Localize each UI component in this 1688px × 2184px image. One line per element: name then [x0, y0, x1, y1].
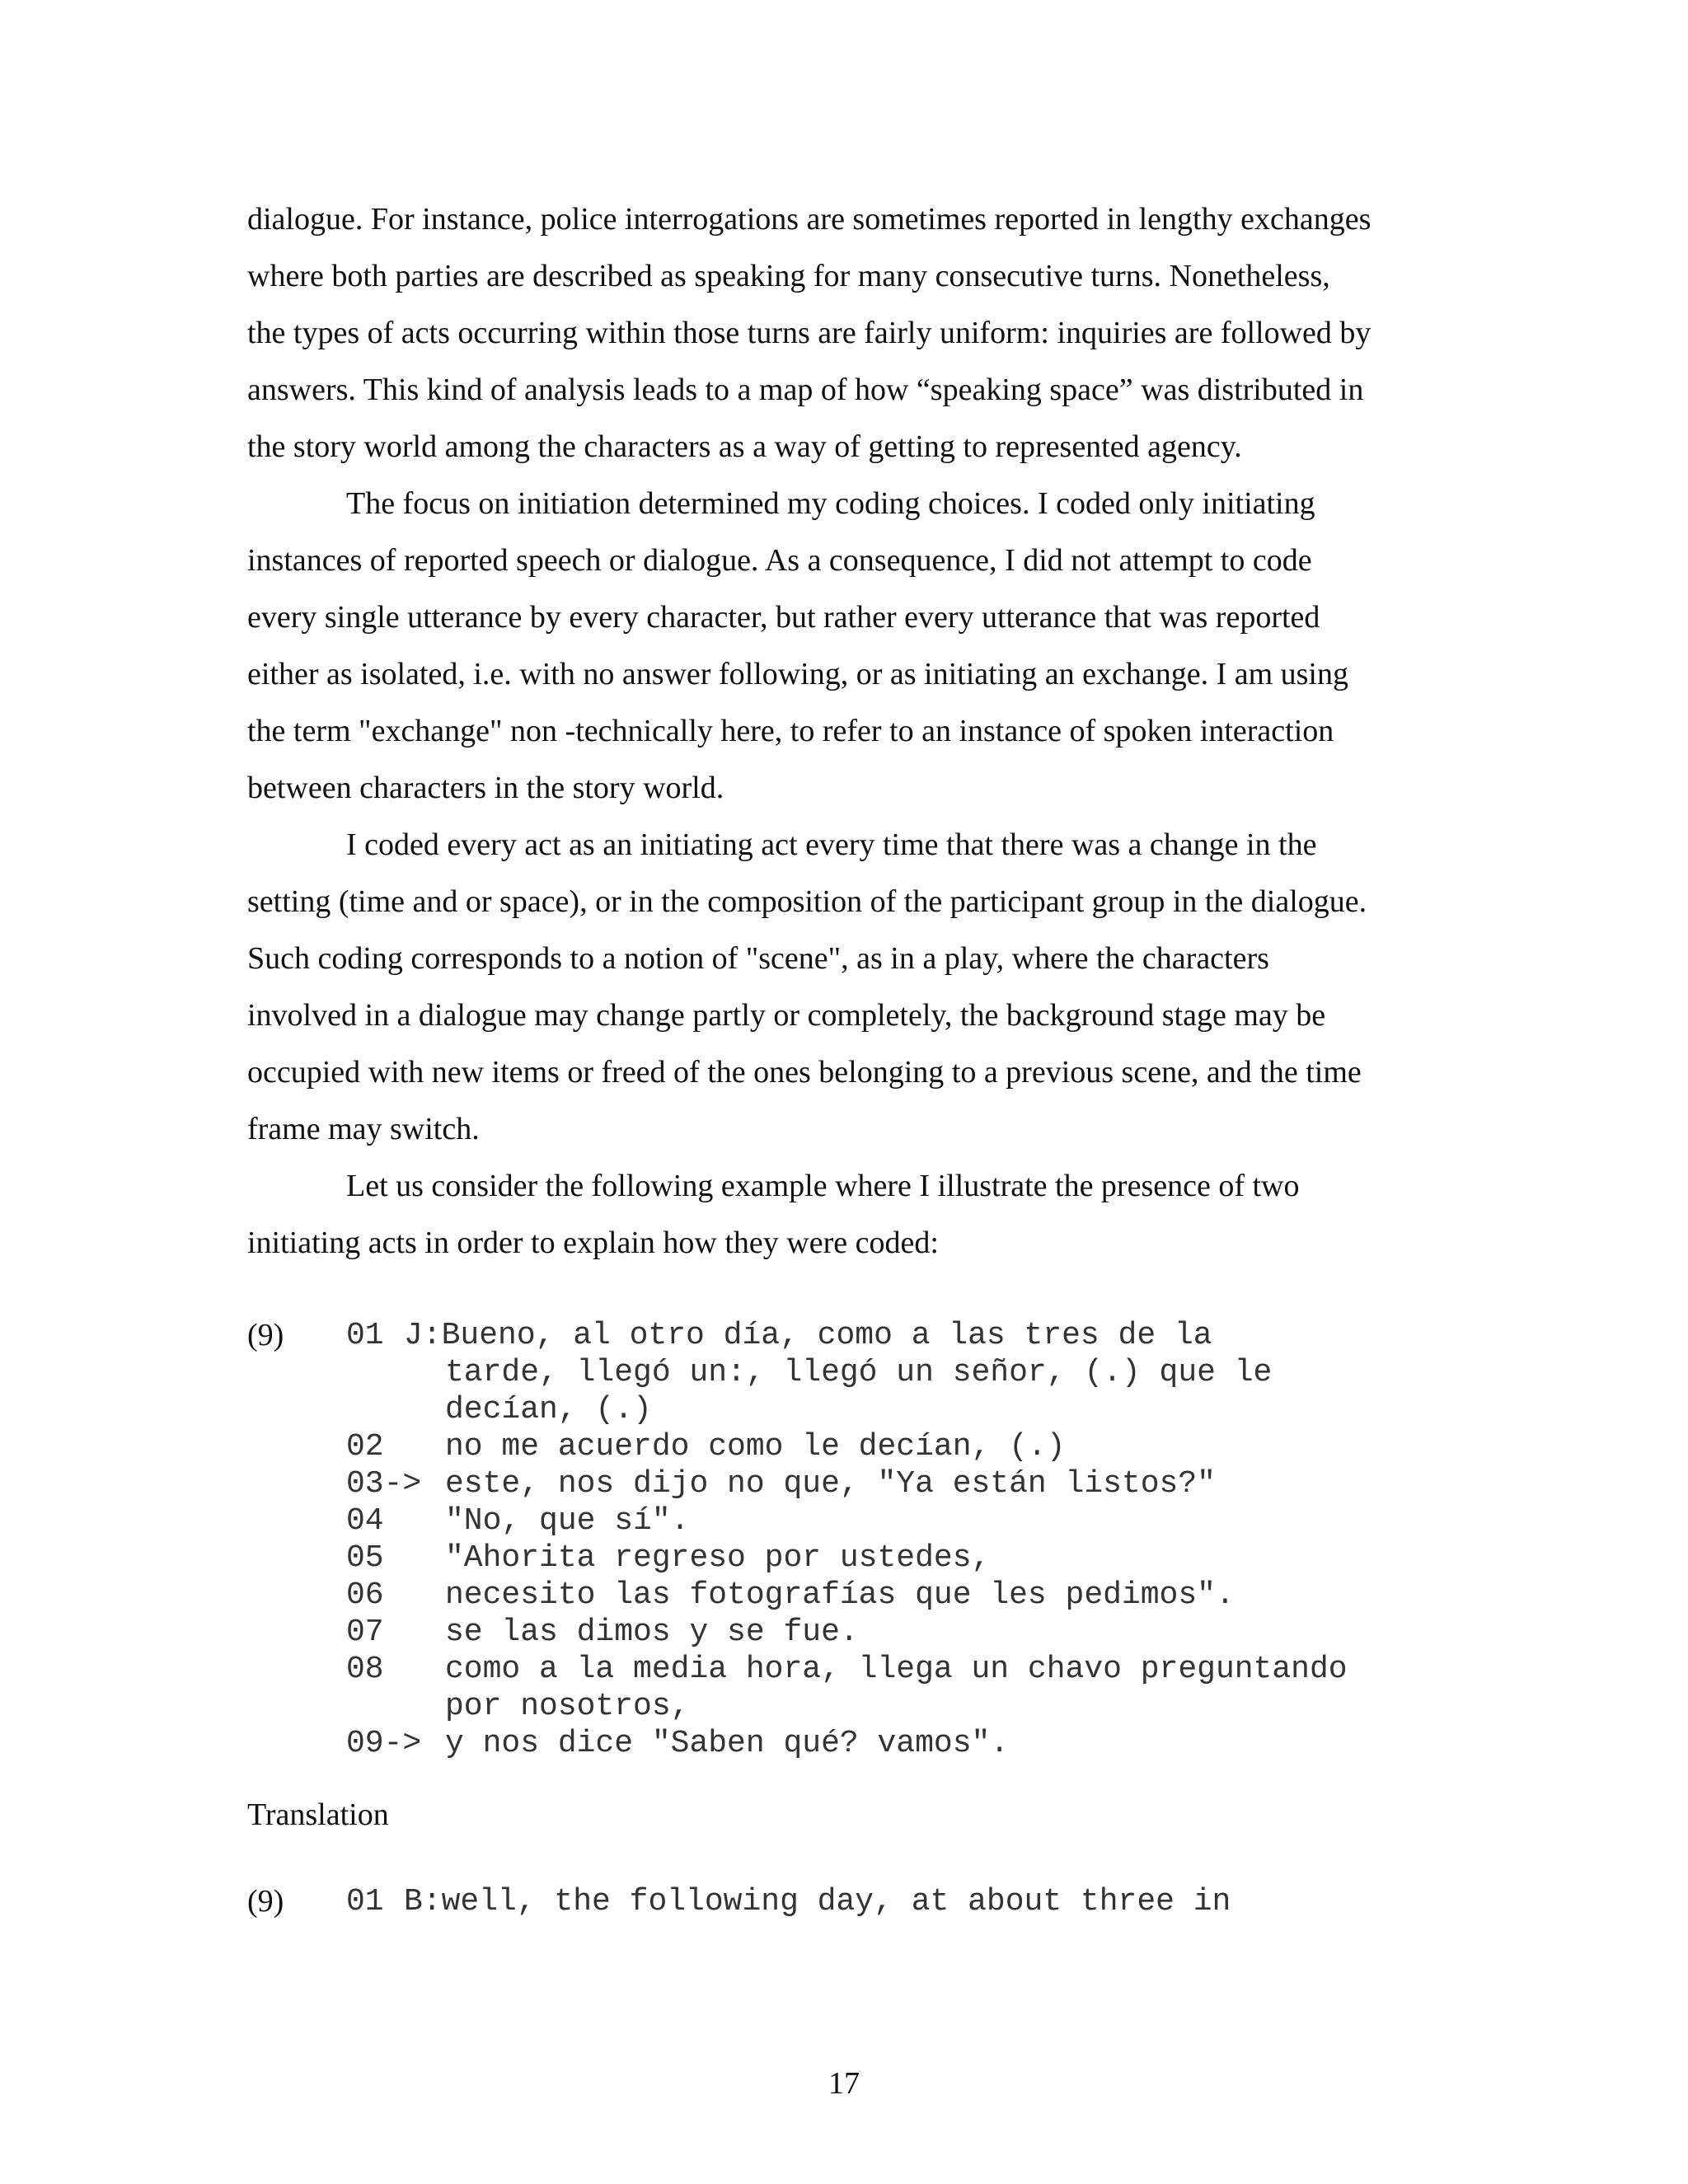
text-line: frame may switch. [247, 1112, 480, 1146]
utterance: "Ahorita regreso por ustedes, [445, 1540, 991, 1576]
paragraph [247, 476, 1451, 817]
line-number: 06 [346, 1577, 384, 1613]
transcript-line [346, 1540, 1348, 1577]
text-line: involved in a dialogue may change partly or completely, the background stage may be [247, 998, 1326, 1033]
transcript-line [346, 1391, 1348, 1428]
transcript-line [346, 1725, 1348, 1762]
text-line: the types of acts occurring within those turns are fairly uniform: inquiries are followed by [247, 316, 1372, 350]
transcript-line [346, 1577, 1348, 1614]
speaker-label: J: [404, 1318, 442, 1353]
utterance: tarde, llegó un:, llegó un señor, (.) que le [445, 1355, 1273, 1390]
line-number: 09-> [346, 1726, 422, 1761]
transcript-line [346, 1614, 1348, 1651]
text-line: the term "exchange" non -technically here, to refer to an instance of spoken interaction [247, 714, 1334, 748]
utterance: este, nos dijo no que, "Ya están listos?" [445, 1466, 1216, 1502]
line-number: 07 [346, 1615, 384, 1650]
transcript-line [346, 1354, 1348, 1391]
line-number: 02 [346, 1429, 384, 1465]
text-line: the story world among the characters as a way of getting to represented agency. [247, 429, 1242, 464]
transcript-line [346, 1883, 1231, 1920]
text-line: between characters in the story world. [247, 771, 724, 805]
line-number: 03-> [346, 1466, 422, 1502]
text-line: Such coding corresponds to a notion of "scene", as in a play, where the characters [247, 941, 1269, 976]
transcript-lines [346, 1883, 1231, 1920]
utterance: no me acuerdo como le decían, (.) [445, 1429, 1066, 1465]
transcript-line [346, 1502, 1348, 1540]
utterance: "No, que sí". [445, 1503, 690, 1539]
page-number: 17 [828, 2066, 860, 2101]
text-line: occupied with new items or freed of the ones belonging to a previous scene, and the time [247, 1055, 1362, 1090]
body-text [247, 191, 1451, 1272]
speaker-label: B: [404, 1884, 442, 1919]
utterance: Bueno, al otro día, como a las tres de la [441, 1318, 1212, 1353]
paragraph [247, 1158, 1451, 1272]
text-line: The focus on initiation determined my coding choices. I coded only initiating [346, 486, 1315, 521]
translation-example [247, 1883, 1484, 1920]
text-line: initiating acts in order to explain how they were coded: [247, 1226, 939, 1260]
text-line: I coded every act as an initiating act every time that there was a change in the [346, 827, 1317, 862]
transcript-lines [346, 1317, 1348, 1762]
utterance: necesito las fotografías que les pedimos". [445, 1577, 1235, 1613]
text-line: instances of reported speech or dialogue. As a consequence, I did not attempt to code [247, 543, 1312, 578]
utterance: y nos dice "Saben qué? vamos". [445, 1726, 1010, 1761]
transcript-line [346, 1651, 1348, 1688]
text-line: either as isolated, i.e. with no answer following, or as initiating an exchange. I am using [247, 657, 1348, 691]
line-number: 01 [346, 1318, 403, 1353]
text-line: setting (time and or space), or in the composition of the participant group in the dialogue. [247, 884, 1367, 919]
text-line: Let us consider the following example where I illustrate the presence of two [346, 1169, 1300, 1203]
utterance: decían, (.) [445, 1392, 652, 1427]
utterance: por nosotros, [445, 1689, 690, 1724]
text-line: where both parties are described as speaking for many consecutive turns. Nonetheless, [247, 259, 1330, 293]
paragraph [247, 191, 1451, 476]
example-number: (9) [247, 1318, 284, 1352]
text-line: every single utterance by every character, but rather every utterance that was reported [247, 600, 1320, 635]
line-number: 04 [346, 1503, 384, 1539]
text-line: dialogue. For instance, police interrogations are sometimes reported in lengthy exchanges [247, 202, 1372, 237]
transcript-line [346, 1688, 1348, 1725]
line-number: 05 [346, 1540, 384, 1576]
text-line: answers. This kind of analysis leads to a map of how “speaking space” was distributed in [247, 373, 1364, 407]
utterance: well, the following day, at about three in [441, 1884, 1231, 1919]
example-number: (9) [247, 1884, 284, 1919]
line-number: 08 [346, 1652, 384, 1687]
utterance: se las dimos y se fue. [445, 1615, 859, 1650]
translation-heading: Translation [247, 1797, 389, 1832]
transcript-line [346, 1465, 1348, 1502]
line-number: 01 [346, 1884, 403, 1919]
transcript-example [247, 1317, 1484, 1762]
transcript-line [346, 1428, 1348, 1465]
utterance: como a la media hora, llega un chavo preguntando [445, 1652, 1348, 1687]
paragraph [247, 817, 1451, 1158]
transcript-line [346, 1317, 1348, 1354]
